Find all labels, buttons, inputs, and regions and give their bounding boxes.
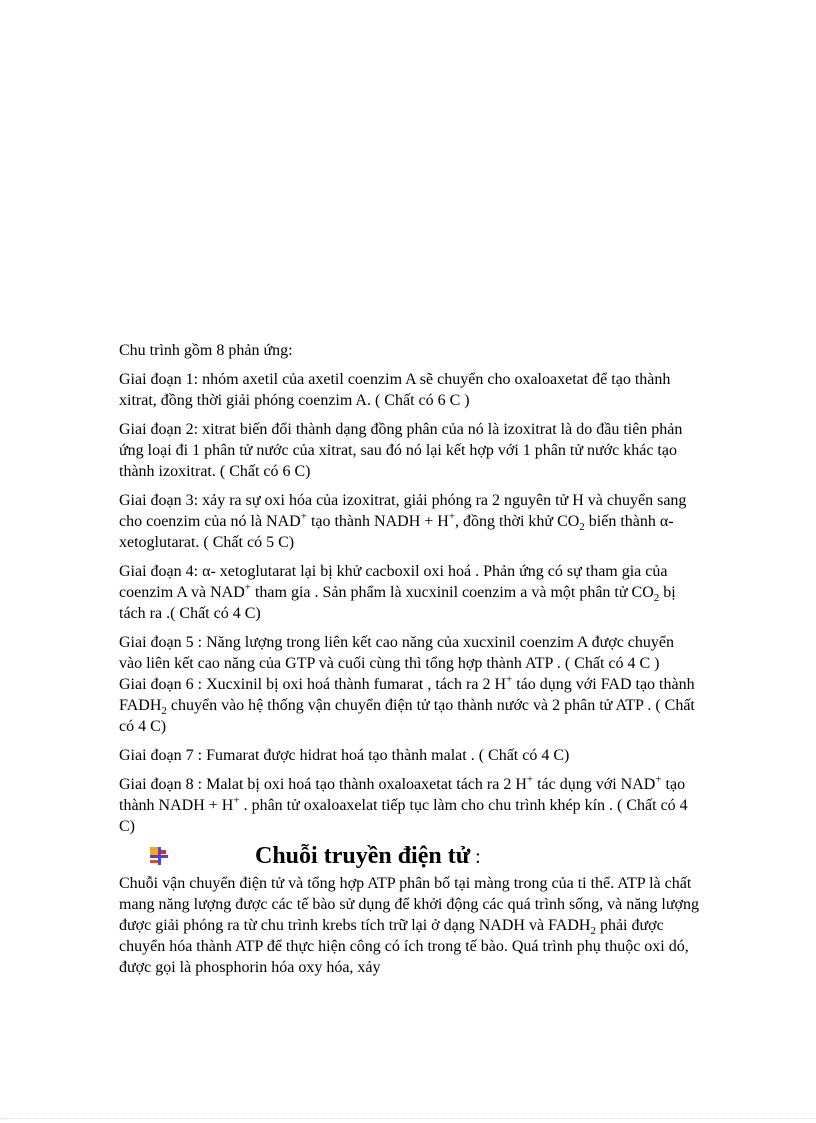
electron-chain-text-a: Chuỗi vận chuyển điện tử và tổng hợp ATP phân bố tại màng trong của ti thể. ATP là chất mang năng lượng được các tế bào sử dụng để khởi động các quá trình sống, và năng lượng được giải phóng ra từ chu trình krebs tích trữ lại ở dạng NADH và FADH (119, 875, 699, 934)
section-heading (119, 839, 699, 873)
superscript-plus: + (448, 510, 456, 523)
stage-5-paragraph (119, 632, 699, 674)
superscript-plus: + (506, 673, 513, 686)
stage-5-text: Giai đoạn 5 : Năng lượng trong liên kết cao năng của xucxinil coenzim A được chuyển vào liên kết cao năng của GTP và cuối cùng thì tổng hợp thành ATP . ( Chất có 4 C ) (119, 634, 675, 672)
stage-2-paragraph (119, 419, 699, 482)
section-title-text: Chuỗi truyền điện tử (255, 843, 471, 869)
stage-3-text-b: tạo thành NADH + H (306, 513, 449, 530)
stage-3-text-d: biến thành α-xetoglutarat. ( Chất có 5 C) (119, 513, 674, 551)
stage-8-text-d: . phân tử oxaloaxelat tiếp tục làm cho chu trình khép kín . ( Chất có 4 C) (119, 797, 688, 835)
superscript-plus: + (655, 773, 662, 786)
electron-chain-paragraph (119, 873, 699, 978)
superscript-plus: + (300, 510, 307, 523)
stage-4-text-b: tham gia . Sản phẩm là xucxinil coenzim a và một phân tử CO (250, 584, 654, 601)
stage-8-text-a: Giai đoạn 8 : Malat bị oxi hoá tạo thành oxaloaxetat tách ra 2 H (119, 776, 527, 793)
stage-4-paragraph (119, 561, 699, 624)
stage-7-text: Giai đoạn 7 : Fumarat được hidrat hoá tạo thành malat . ( Chất có 4 C) (119, 747, 570, 764)
page-bottom-divider (0, 1118, 816, 1119)
bullet-cross-icon (147, 844, 171, 868)
stage-2-text: Giai đoạn 2: xitrat biến đổi thành dạng đồng phân của nó là izoxitrat là do đầu tiên phản ứng loại đi 1 phân tử nước của xitrat, sau đó nó lại kết hợp với 1 phân tử nước khác tạo thành izoxitrat. ( Chất có 6 C) (119, 421, 683, 480)
section-title (255, 841, 481, 872)
stage-6-text-a: Giai đoạn 6 : Xucxinil bị oxi hoá thành fumarat , tách ra 2 H (119, 676, 507, 693)
stage-3-text-a: Giai đoạn 3: xảy ra sự oxi hóa của izoxitrat, giải phóng ra 2 nguyên tử H và chuyển sang cho coenzim của nó là NAD (119, 492, 687, 530)
superscript-plus: + (233, 794, 240, 807)
subscript-2: 2 (590, 925, 596, 938)
stage-6-text-c: chuyển vào hệ thống vận chuyển điện tử tạo thành nước và 2 phân tử ATP . ( Chất có 4 C) (119, 697, 695, 735)
superscript-plus: + (244, 581, 251, 594)
stage-7-paragraph (119, 745, 699, 766)
stage-3-text-c: , đồng thời khử CO (455, 513, 580, 530)
subscript-2: 2 (579, 521, 585, 534)
stage-1-text: Giai đoạn 1: nhóm axetil của axetil coenzim A sẽ chuyển cho oxaloaxetat để tạo thành xitrat, đồng thời giải phóng coenzim A. ( Chất có 6 C ) (119, 371, 671, 409)
stage-6-text-b: táo dụng với FAD tạo thành FADH (119, 676, 695, 714)
superscript-plus: + (526, 773, 534, 786)
stage-6-paragraph (119, 674, 699, 737)
subscript-2: 2 (161, 705, 167, 718)
stage-4-text-a: Giai đoạn 4: α- xetoglutarat lại bị khử cacboxil oxi hoá . Phản ứng có sự tham gia của coenzim A và NAD (119, 563, 668, 601)
electron-chain-text-b: phải được chuyển hóa thành ATP để thực hiện công có ích trong tế bào. Quá trình phụ thuộc oxi dó, được gọi là phosphorin hóa oxy hóa, xảy (119, 917, 689, 976)
stage-8-text-b: tác dụng với NAD (533, 776, 656, 793)
intro-paragraph (119, 340, 699, 361)
stage-1-paragraph (119, 369, 699, 411)
stage-8-text-c: tạo thành NADH + H (119, 776, 686, 814)
stage-3-paragraph (119, 490, 699, 553)
subscript-2: 2 (653, 592, 660, 605)
document-body (119, 340, 699, 986)
intro-text: Chu trình gồm 8 phản ứng: (119, 342, 293, 359)
section-title-colon: : (470, 846, 481, 868)
stage-8-paragraph (119, 774, 699, 837)
stage-4-text-c: bị tách ra .( Chất có 4 C) (119, 584, 676, 622)
